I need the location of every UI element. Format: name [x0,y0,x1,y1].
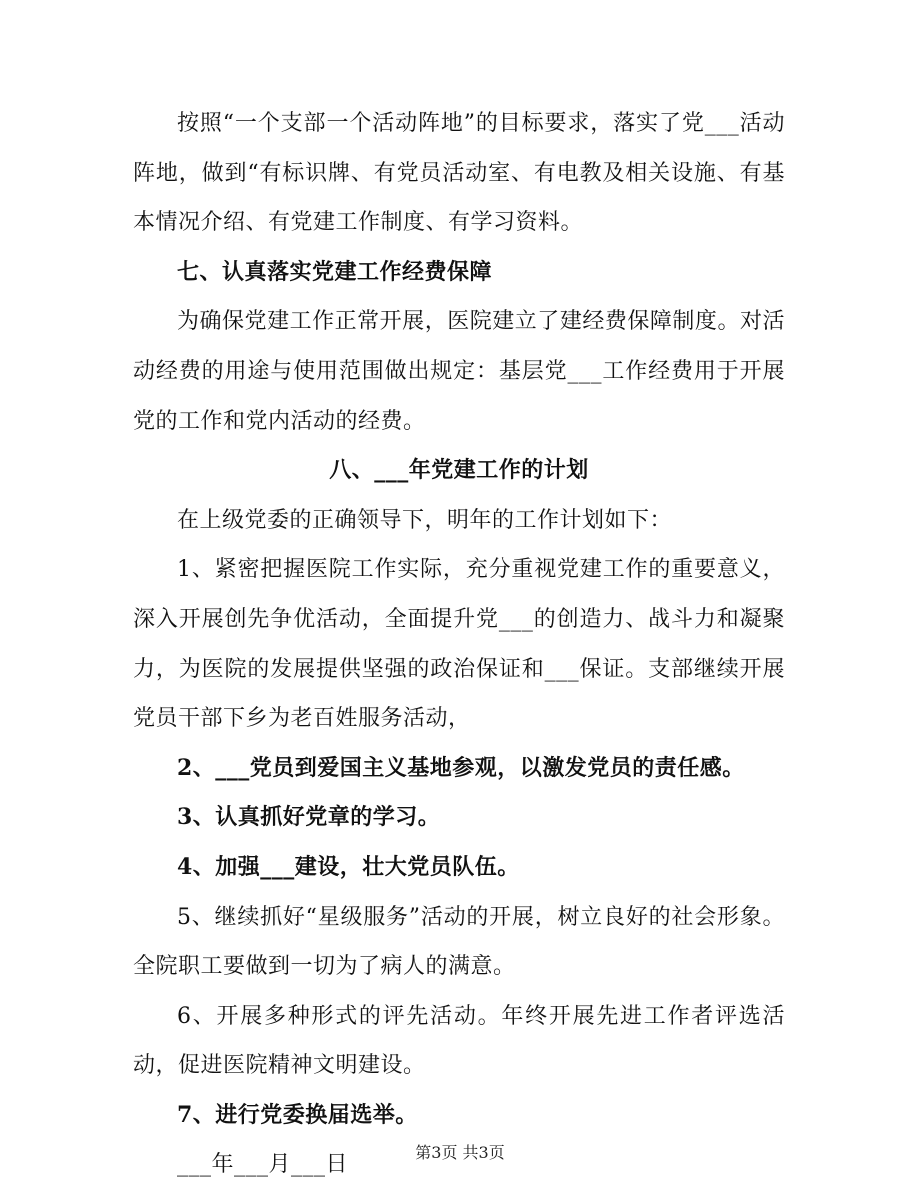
plan-item-3: 3、认真抓好党章的学习。 [177,804,441,831]
paragraph-activity-venue: 按照“一个支部一个活动阵地”的目标要求，落实了党___活动阵地，做到“有标识牌、有党员活动室、有电教及相关设施、有基本情况介绍、有党建工作制度、有学习资料。 [133,111,785,236]
plan-item-2: 2、___党员到爱国主义基地参观，以激发党员的责任感。 [177,754,745,781]
paragraph-plan-intro: 在上级党委的正确领导下，明年的工作计划如下： [177,507,673,533]
plan-item-7: 7、进行党委换届选举。 [177,1101,418,1128]
page-number-footer: 第3页 共3页 [415,1143,505,1162]
paragraph-funding: 为确保党建工作正常开展，医院建立了建经费保障制度。对活动经费的用途与使用范围做出规定：基层党___工作经费用于开展党的工作和党内活动的经费。 [133,309,785,434]
plan-item-5: 5、继续抓好“星级服务”活动的开展，树立良好的社会形象。全院职工要做到一切为了病人的满意。 [133,904,785,980]
plan-item-6: 6、开展多种形式的评先活动。年终开展先进工作者评选活动，促进医院精神文明建设。 [133,1003,785,1079]
document-body [133,99,785,1190]
heading-section-7: 七、认真落实党建工作经费保障 [177,258,493,285]
heading-section-8: 八、___年党建工作的计划 [329,457,589,484]
date-line: ___年___月___日 [177,1152,349,1178]
plan-item-4: 4、加强___建设，壮大党员队伍。 [177,853,520,880]
plan-item-1: 1、紧密把握医院工作实际，充分重视党建工作的重要意义，深入开展创先争优活动，全面提升党___的创造力、战斗力和凝聚力，为医院的发展提供坚强的政治保证和___保证。支部继续开展党员干部下乡为老百姓服务活动， [133,557,785,732]
